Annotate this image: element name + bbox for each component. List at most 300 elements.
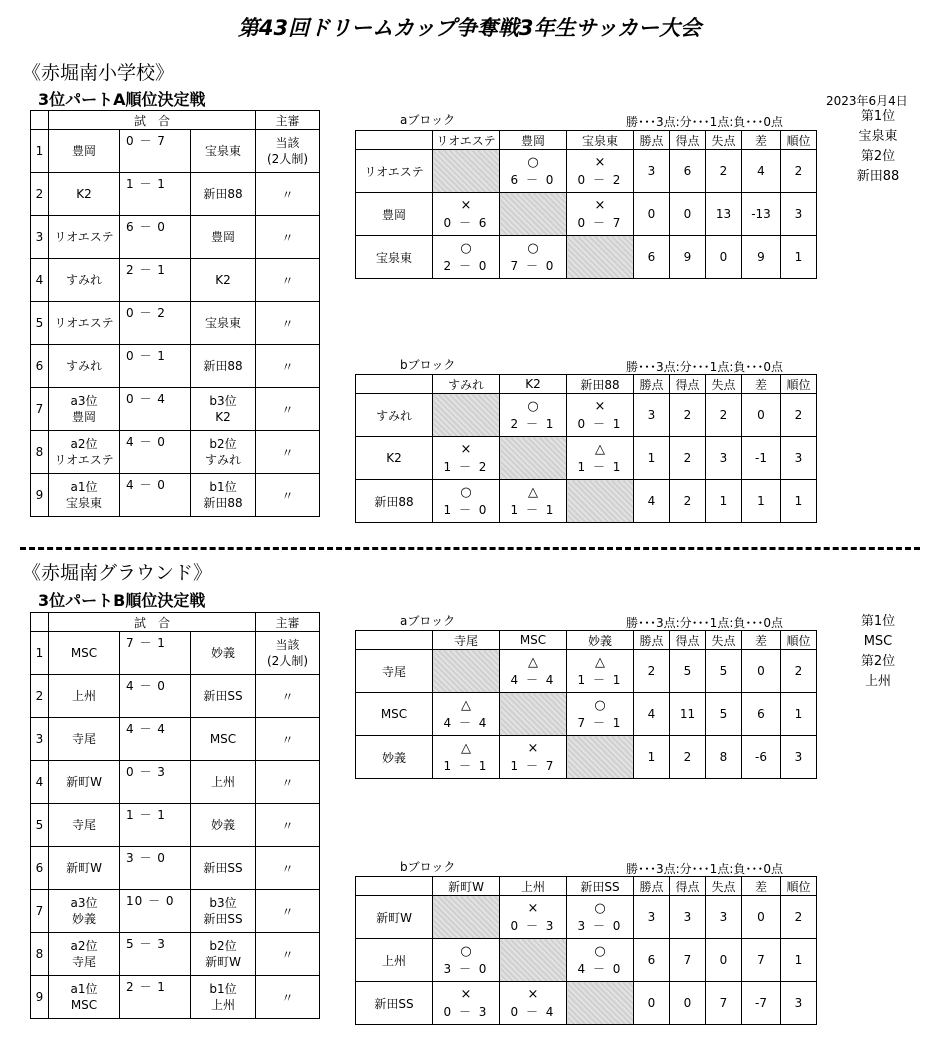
match-row <box>31 216 320 259</box>
block-stat: 2 <box>706 394 742 437</box>
block-row <box>356 650 817 693</box>
block-row-team: MSC <box>356 693 433 736</box>
result-score: 7 － 1 <box>577 716 623 730</box>
score-value: 10 － 0 <box>126 894 175 908</box>
result-score: 1 － 1 <box>577 673 623 687</box>
team1-line: リオエステ <box>54 230 114 244</box>
team2-line: 上州 <box>210 775 235 789</box>
block-stat: 0 <box>670 193 706 236</box>
match-referee: 〃 <box>256 804 320 847</box>
block-stat: -6 <box>742 736 781 779</box>
match-team1 <box>49 130 120 173</box>
block-stat: 0 <box>634 193 670 236</box>
match-team1 <box>49 302 120 345</box>
block-result-cell <box>500 236 567 279</box>
match-referee: 〃 <box>256 933 320 976</box>
match-row <box>31 632 320 675</box>
block-stat: -7 <box>742 982 781 1025</box>
block-header-row <box>356 131 817 150</box>
block-stat: 0 <box>706 236 742 279</box>
match-team1 <box>49 259 120 302</box>
block-header-team: 上州 <box>500 877 567 896</box>
block-stat: 5 <box>706 693 742 736</box>
match-team1 <box>49 474 120 517</box>
result-mark: △ <box>528 485 538 500</box>
result-score: 0 － 7 <box>577 216 623 230</box>
block-stat: 3 <box>634 896 670 939</box>
match-team1 <box>49 173 120 216</box>
team1-line: 新町W <box>66 861 102 875</box>
match-number: 7 <box>31 890 49 933</box>
venue1-first-label: 第1位 <box>860 109 896 124</box>
result-score: 1 － 0 <box>443 503 489 517</box>
result-mark: × <box>460 442 472 457</box>
match-team2 <box>191 302 256 345</box>
block-stat: 2 <box>781 650 817 693</box>
venue1-block-a-rule: 勝･･･3点:分･･･1点:負･･･0点 <box>626 115 783 129</box>
team1-line: リオエステ <box>54 316 114 330</box>
team1-line: 豊岡 <box>71 144 96 158</box>
block-result-cell <box>433 437 500 480</box>
venue1-section: 3位パートA順位決定戦 <box>38 90 206 109</box>
team1-line: すみれ <box>65 359 102 373</box>
block-self-cell <box>567 236 634 279</box>
venue2-block-b-label: bブロック <box>400 860 456 874</box>
block-stat: 0 <box>706 939 742 982</box>
team2-line: 新田88 <box>203 496 243 510</box>
team2-line: b3位 <box>209 394 237 408</box>
match-team1 <box>49 632 120 675</box>
match-number: 6 <box>31 847 49 890</box>
match-team2 <box>191 976 256 1019</box>
team1-line: K2 <box>76 187 92 201</box>
block-header-stat: 差 <box>742 877 781 896</box>
venue2-block-a-label: aブロック <box>400 614 456 628</box>
match-referee: 〃 <box>256 761 320 804</box>
score-value: 3 － 0 <box>126 851 166 865</box>
match-team2 <box>191 675 256 718</box>
venue2-name: 《赤堀南グラウンド》 <box>22 562 213 584</box>
venue2-block-a-table <box>355 630 817 779</box>
team1-line: すみれ <box>65 273 102 287</box>
block-stat: 2 <box>670 437 706 480</box>
match-referee: 〃 <box>256 388 320 431</box>
block-result-cell <box>500 150 567 193</box>
result-mark: × <box>460 198 472 213</box>
team2-line: 新町W <box>205 955 241 969</box>
block-row <box>356 939 817 982</box>
match-team1 <box>49 890 120 933</box>
match-team2 <box>191 804 256 847</box>
result-mark: × <box>594 198 606 213</box>
match-header-row <box>31 613 320 632</box>
team1-line: 豊岡 <box>71 410 96 424</box>
result-mark: ○ <box>527 241 539 256</box>
block-header-team: すみれ <box>433 375 500 394</box>
match-number: 4 <box>31 761 49 804</box>
block-stat: 1 <box>634 736 670 779</box>
block-row <box>356 896 817 939</box>
ref-line: 当該 <box>275 638 300 652</box>
block-result-cell <box>567 193 634 236</box>
score-value: 6 － 0 <box>126 220 166 234</box>
result-mark: × <box>527 741 539 756</box>
team1-line: a3位 <box>70 394 98 408</box>
match-team1 <box>49 761 120 804</box>
team1-line: リオエステ <box>54 453 114 467</box>
block-stat: 0 <box>742 650 781 693</box>
match-team2 <box>191 933 256 976</box>
block-row-team: すみれ <box>356 394 433 437</box>
match-row <box>31 890 320 933</box>
block-stat: 9 <box>670 236 706 279</box>
block-stat: 2 <box>670 480 706 523</box>
venue1-block-b-rule: 勝･･･3点:分･･･1点:負･･･0点 <box>626 360 783 374</box>
ref-line: (2人制) <box>267 152 308 166</box>
result-score: 1 － 2 <box>443 460 489 474</box>
match-row <box>31 976 320 1019</box>
match-team1 <box>49 976 120 1019</box>
score-value: 1 － 1 <box>126 177 166 191</box>
score-value: 2 － 1 <box>126 263 166 277</box>
block-stat: 6 <box>742 693 781 736</box>
venue2-block-b-rule: 勝･･･3点:分･･･1点:負･･･0点 <box>626 862 783 876</box>
score-value: 2 － 1 <box>126 980 166 994</box>
block-stat: 13 <box>706 193 742 236</box>
result-mark: × <box>594 399 606 414</box>
block-header-team: 寺尾 <box>433 631 500 650</box>
block-header-team: 宝泉東 <box>567 131 634 150</box>
venue2-match-table <box>30 612 320 1019</box>
block-result-cell <box>500 394 567 437</box>
result-score: 0 － 3 <box>510 919 556 933</box>
block-self-cell <box>500 939 567 982</box>
block-row-team: リオエステ <box>356 150 433 193</box>
block-row-team: 新田SS <box>356 982 433 1025</box>
block-stat: 4 <box>742 150 781 193</box>
match-team1 <box>49 388 120 431</box>
block-self-cell <box>567 736 634 779</box>
score-value: 0 － 4 <box>126 392 166 406</box>
block-row <box>356 736 817 779</box>
result-mark: × <box>527 987 539 1002</box>
match-score <box>120 675 191 718</box>
match-score <box>120 890 191 933</box>
block-header-stat: 順位 <box>781 631 817 650</box>
match-referee: 〃 <box>256 302 320 345</box>
match-team2 <box>191 216 256 259</box>
team1-line: 宝泉東 <box>65 496 102 510</box>
block-stat: 3 <box>634 150 670 193</box>
match-referee: 〃 <box>256 847 320 890</box>
team1-line: MSC <box>70 998 98 1012</box>
block-row-team: 宝泉東 <box>356 236 433 279</box>
team1-line: 上州 <box>71 689 96 703</box>
match-number: 7 <box>31 388 49 431</box>
block-header-stat: 差 <box>742 375 781 394</box>
block-row-team: 妙義 <box>356 736 433 779</box>
match-row <box>31 388 320 431</box>
match-row <box>31 345 320 388</box>
venue1-block-a-table <box>355 130 817 279</box>
match-number: 8 <box>31 431 49 474</box>
match-number: 3 <box>31 216 49 259</box>
match-number: 5 <box>31 804 49 847</box>
team2-line: 宝泉東 <box>204 144 241 158</box>
match-team1 <box>49 675 120 718</box>
team2-line: K2 <box>215 410 231 424</box>
match-number: 3 <box>31 718 49 761</box>
result-score: 3 － 0 <box>577 919 623 933</box>
header-ref: 主審 <box>256 613 320 632</box>
block-stat: 3 <box>634 394 670 437</box>
team2-line: b1位 <box>209 480 237 494</box>
score-value: 0 － 2 <box>126 306 166 320</box>
block-stat: 1 <box>781 480 817 523</box>
team2-line: 新田88 <box>203 187 243 201</box>
match-team1 <box>49 216 120 259</box>
block-header-team: 新田88 <box>567 375 634 394</box>
block-self-cell <box>433 394 500 437</box>
score-value: 4 － 0 <box>126 435 166 449</box>
block-result-cell <box>500 896 567 939</box>
match-score <box>120 388 191 431</box>
match-number: 9 <box>31 474 49 517</box>
match-team1 <box>49 933 120 976</box>
match-team2 <box>191 173 256 216</box>
block-header-stat: 失点 <box>706 631 742 650</box>
block-stat: 3 <box>781 193 817 236</box>
result-mark: ○ <box>460 485 472 500</box>
match-referee: 〃 <box>256 675 320 718</box>
team2-line: b2位 <box>209 437 237 451</box>
match-number: 2 <box>31 675 49 718</box>
match-team2 <box>191 847 256 890</box>
venue1-name: 《赤堀南小学校》 <box>22 62 175 84</box>
match-number: 9 <box>31 976 49 1019</box>
block-stat: 2 <box>670 394 706 437</box>
team1-line: 妙義 <box>71 912 96 926</box>
block-result-cell <box>500 650 567 693</box>
block-header-team: リオエステ <box>433 131 500 150</box>
block-stat: 1 <box>781 693 817 736</box>
block-stat: 0 <box>742 896 781 939</box>
block-result-cell <box>433 193 500 236</box>
block-stat: 3 <box>670 896 706 939</box>
team1-line: a1位 <box>70 480 98 494</box>
result-mark: △ <box>461 741 471 756</box>
ref-line: 当該 <box>275 136 300 150</box>
match-score <box>120 474 191 517</box>
block-header-stat: 得点 <box>670 131 706 150</box>
match-score <box>120 302 191 345</box>
block-stat: 1 <box>781 939 817 982</box>
block-stat: 3 <box>706 896 742 939</box>
match-team2 <box>191 761 256 804</box>
block-self-cell <box>567 982 634 1025</box>
venue2-second-team: 上州 <box>864 674 891 689</box>
block-row-team: 新町W <box>356 896 433 939</box>
match-score <box>120 130 191 173</box>
result-mark: ○ <box>527 399 539 414</box>
team2-line: 新田SS <box>203 861 243 875</box>
block-header-stat: 差 <box>742 131 781 150</box>
match-score <box>120 431 191 474</box>
header-ref: 主審 <box>256 111 320 130</box>
match-referee: 〃 <box>256 890 320 933</box>
team1-line: MSC <box>70 646 98 660</box>
match-team2 <box>191 130 256 173</box>
match-row <box>31 761 320 804</box>
block-row <box>356 480 817 523</box>
block-stat: 4 <box>634 693 670 736</box>
match-row <box>31 173 320 216</box>
block-header-stat: 得点 <box>670 375 706 394</box>
block-stat: 2 <box>706 150 742 193</box>
venue2-block-b-table <box>355 876 817 1025</box>
block-header-team: 新町W <box>433 877 500 896</box>
match-row <box>31 431 320 474</box>
block-header-stat: 順位 <box>781 877 817 896</box>
match-number: 1 <box>31 130 49 173</box>
block-header-team: 妙義 <box>567 631 634 650</box>
block-header-stat: 勝点 <box>634 131 670 150</box>
block-stat: 0 <box>634 982 670 1025</box>
match-number: 8 <box>31 933 49 976</box>
match-row <box>31 302 320 345</box>
block-header-stat: 差 <box>742 631 781 650</box>
match-number: 1 <box>31 632 49 675</box>
match-score <box>120 761 191 804</box>
block-stat: 0 <box>742 394 781 437</box>
match-score <box>120 804 191 847</box>
match-score <box>120 216 191 259</box>
score-value: 0 － 3 <box>126 765 166 779</box>
ref-line: (2人制) <box>267 654 308 668</box>
block-result-cell <box>567 693 634 736</box>
block-stat: 6 <box>634 236 670 279</box>
block-header-blank <box>356 131 433 150</box>
block-header-stat: 順位 <box>781 375 817 394</box>
block-stat: 8 <box>706 736 742 779</box>
result-mark: ○ <box>460 241 472 256</box>
result-mark: ○ <box>594 698 606 713</box>
match-row <box>31 675 320 718</box>
team2-line: 新田SS <box>203 912 243 926</box>
match-row <box>31 718 320 761</box>
block-self-cell <box>433 150 500 193</box>
result-mark: △ <box>595 442 605 457</box>
match-score <box>120 173 191 216</box>
score-value: 4 － 0 <box>126 679 166 693</box>
result-mark: × <box>527 901 539 916</box>
venue1-block-a-label: aブロック <box>400 113 456 127</box>
match-row <box>31 474 320 517</box>
block-row-team: 豊岡 <box>356 193 433 236</box>
match-team2 <box>191 632 256 675</box>
score-value: 0 － 7 <box>126 134 166 148</box>
block-header-row <box>356 375 817 394</box>
block-header-stat: 順位 <box>781 131 817 150</box>
match-team1 <box>49 431 120 474</box>
match-row <box>31 259 320 302</box>
block-stat: 5 <box>706 650 742 693</box>
team1-line: a1位 <box>70 982 98 996</box>
block-result-cell <box>433 736 500 779</box>
match-score <box>120 718 191 761</box>
venue2-second-label: 第2位 <box>860 654 896 669</box>
match-referee <box>256 130 320 173</box>
team2-line: K2 <box>215 273 231 287</box>
match-team1 <box>49 847 120 890</box>
match-row <box>31 847 320 890</box>
result-score: 0 － 3 <box>443 1005 489 1019</box>
venue1-first-team: 宝泉東 <box>858 129 898 144</box>
match-score <box>120 345 191 388</box>
block-result-cell <box>433 236 500 279</box>
block-row-team: 新田88 <box>356 480 433 523</box>
match-referee: 〃 <box>256 474 320 517</box>
block-row-team: 寺尾 <box>356 650 433 693</box>
block-stat: 6 <box>670 150 706 193</box>
venue2-first-label: 第1位 <box>860 614 896 629</box>
result-score: 3 － 0 <box>443 962 489 976</box>
match-referee: 〃 <box>256 431 320 474</box>
result-mark: ○ <box>594 901 606 916</box>
block-result-cell <box>567 437 634 480</box>
block-row-team: 上州 <box>356 939 433 982</box>
block-row <box>356 150 817 193</box>
header-match: 試 合 <box>49 111 256 130</box>
block-stat: 2 <box>781 896 817 939</box>
block-header-stat: 勝点 <box>634 375 670 394</box>
header-blank <box>31 613 49 632</box>
team2-line: 妙義 <box>210 646 235 660</box>
result-mark: △ <box>461 698 471 713</box>
match-team2 <box>191 474 256 517</box>
team1-line: a2位 <box>70 437 98 451</box>
block-row <box>356 693 817 736</box>
match-referee: 〃 <box>256 345 320 388</box>
result-mark: × <box>460 987 472 1002</box>
result-score: 1 － 1 <box>510 503 556 517</box>
match-referee: 〃 <box>256 173 320 216</box>
result-score: 0 － 6 <box>443 216 489 230</box>
match-header-row <box>31 111 320 130</box>
block-header-stat: 失点 <box>706 131 742 150</box>
block-result-cell <box>500 480 567 523</box>
result-score: 1 － 1 <box>577 460 623 474</box>
team2-line: 宝泉東 <box>204 316 241 330</box>
match-referee: 〃 <box>256 259 320 302</box>
block-result-cell <box>567 650 634 693</box>
team2-line: 豊岡 <box>210 230 235 244</box>
venue1-block-b-table <box>355 374 817 523</box>
result-mark: ○ <box>594 944 606 959</box>
result-score: 4 － 4 <box>510 673 556 687</box>
block-result-cell <box>567 939 634 982</box>
block-stat: 2 <box>781 150 817 193</box>
block-header-team: K2 <box>500 375 567 394</box>
block-stat: 11 <box>670 693 706 736</box>
block-header-stat: 勝点 <box>634 877 670 896</box>
block-row-team: K2 <box>356 437 433 480</box>
block-header-stat: 勝点 <box>634 631 670 650</box>
block-stat: 3 <box>781 437 817 480</box>
block-stat: 1 <box>634 437 670 480</box>
block-stat: 3 <box>781 736 817 779</box>
block-result-cell <box>500 736 567 779</box>
